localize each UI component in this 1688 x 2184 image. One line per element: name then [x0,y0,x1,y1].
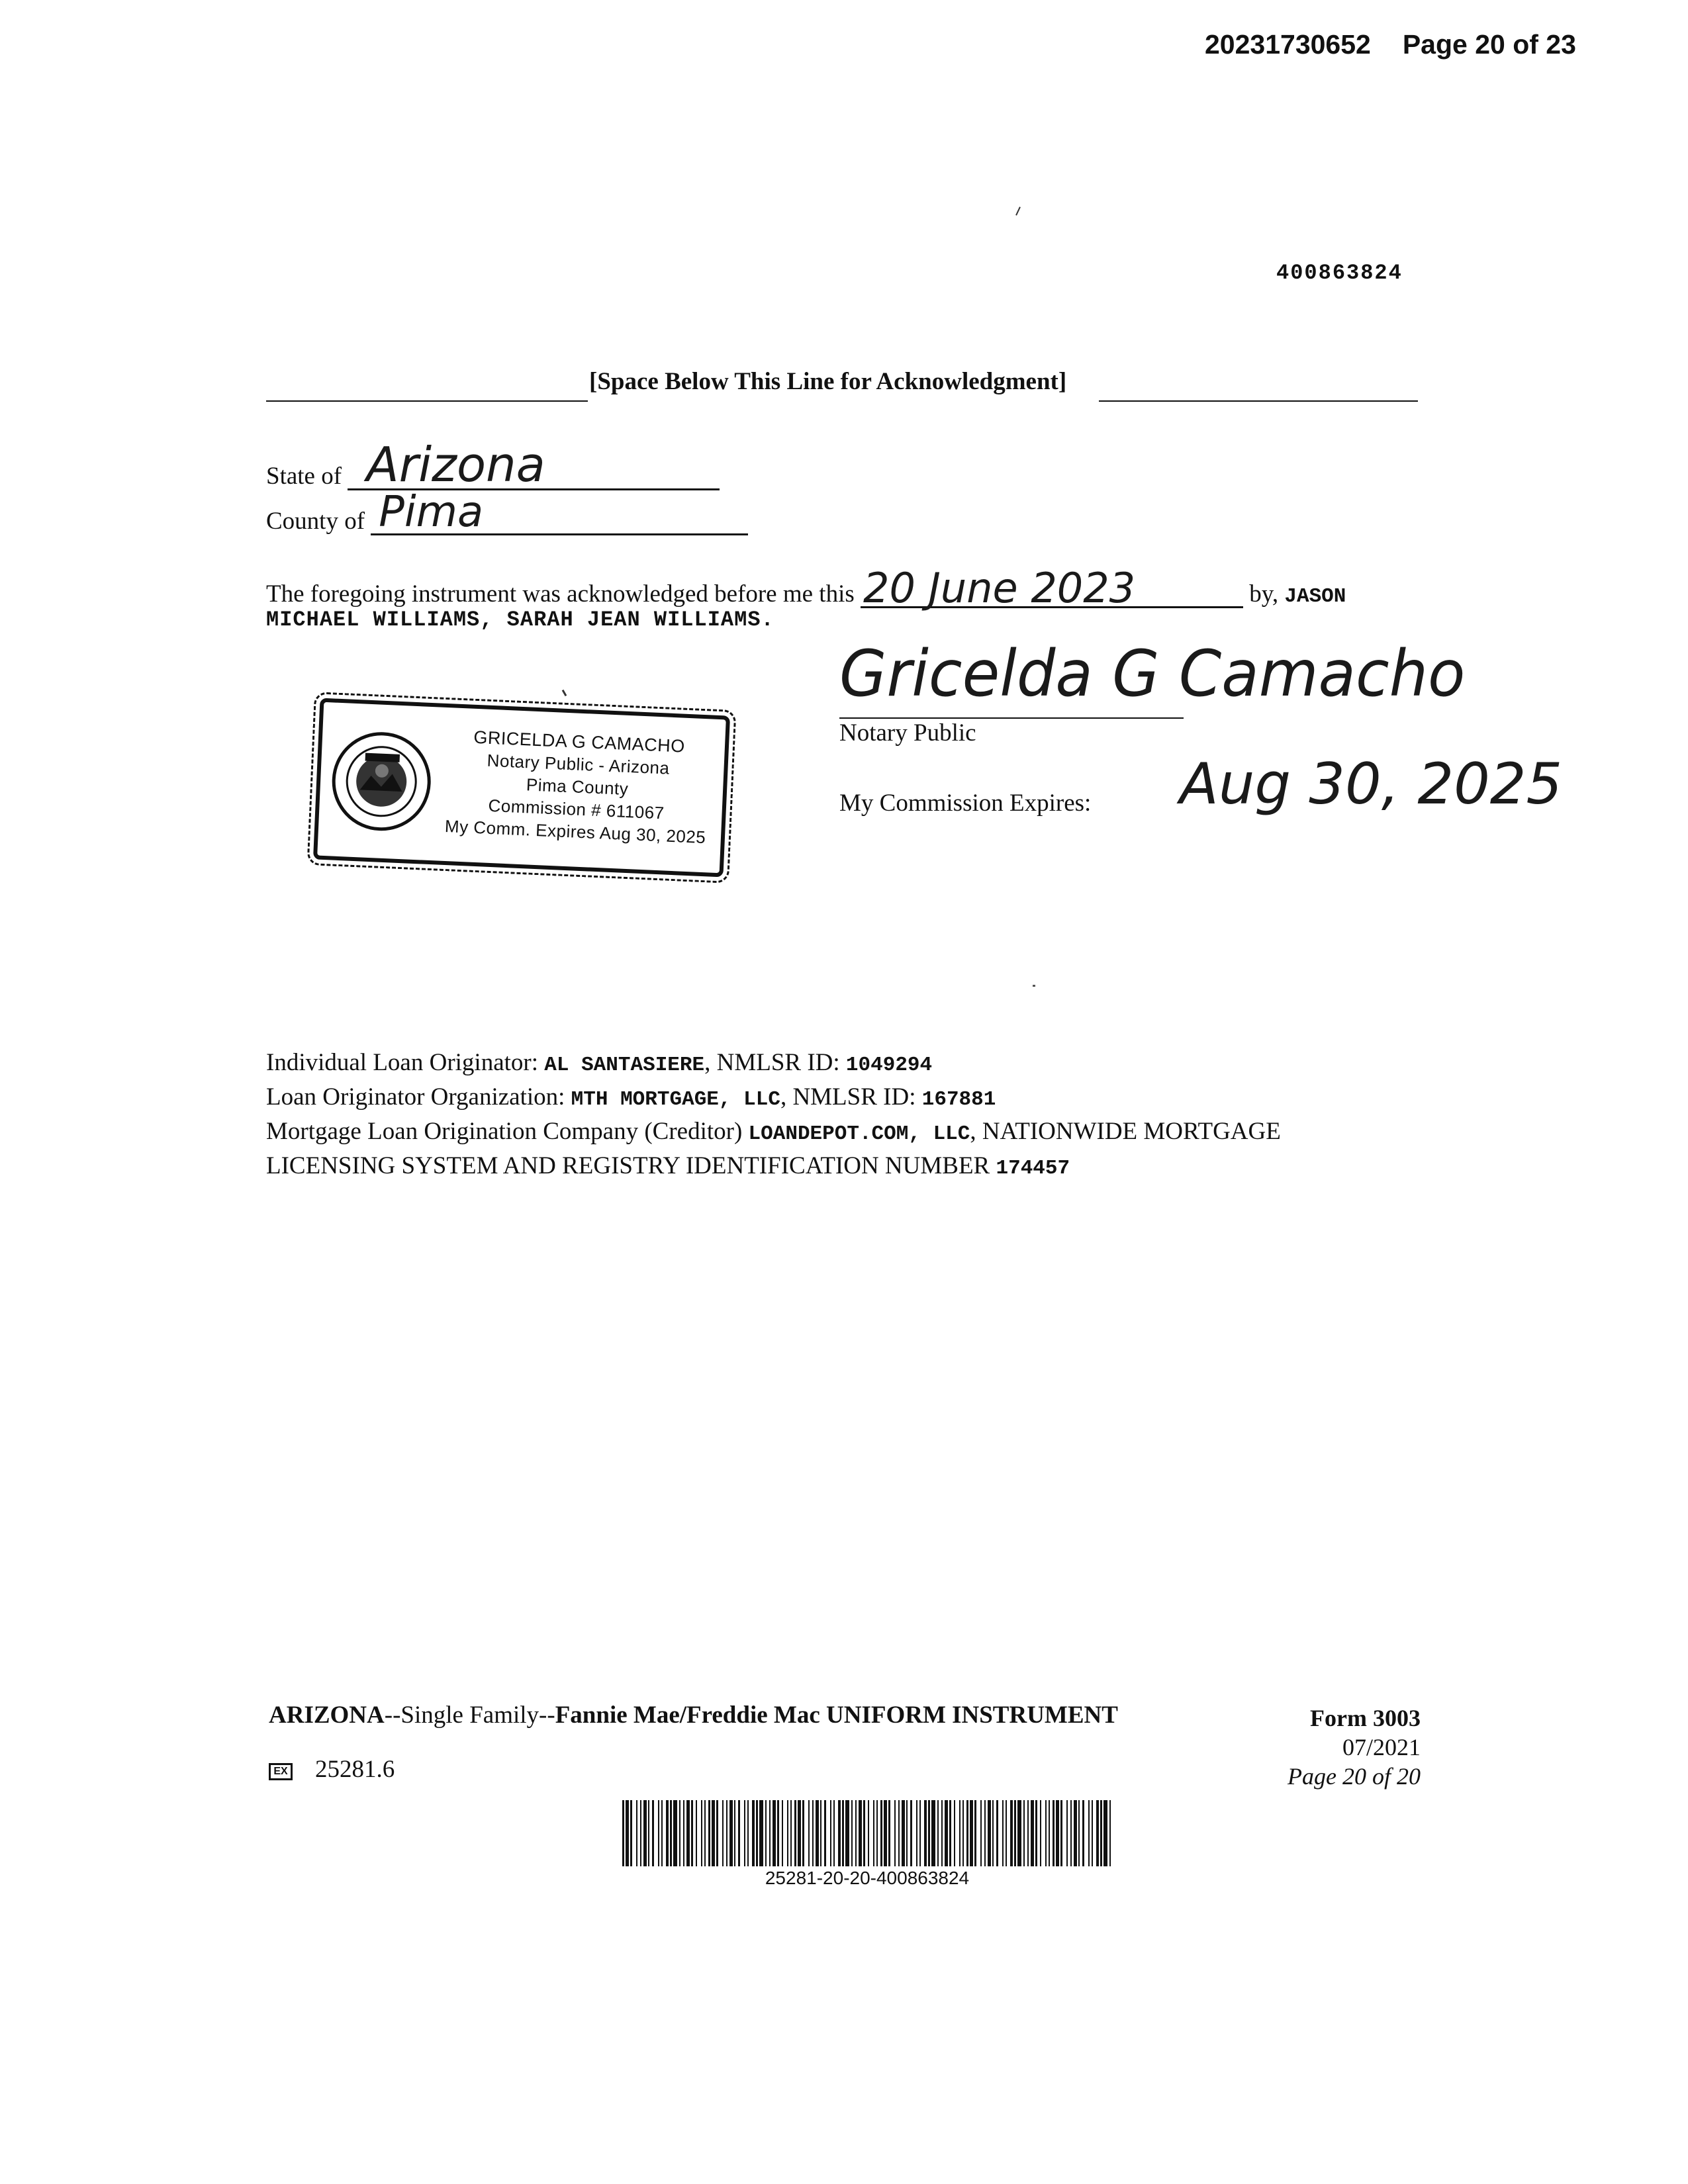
page-label: Page 20 of 23 [1402,29,1576,60]
barcode-bar [984,1800,986,1866]
barcode-bar [747,1800,749,1866]
company-name: LOANDEPOT.COM, LLC [748,1122,970,1146]
barcode-bar [658,1800,659,1866]
barcode-bar [974,1800,976,1866]
barcode-bar [794,1800,796,1866]
organization-line [266,1081,1281,1116]
barcode-bar [652,1800,654,1866]
barcode-bar [782,1800,783,1866]
licensing-line [266,1150,1281,1185]
barcode-bar [910,1800,912,1866]
footer-separator: --Single Family-- [384,1702,555,1729]
barcode-bar [769,1800,771,1866]
barcode-bar [894,1800,896,1866]
barcode-bar [1017,1800,1021,1866]
barcode-bar [931,1800,935,1866]
commission-handwritten: Aug 30, 2025 [1180,751,1563,817]
ex-badge-label: EX [273,1766,288,1777]
barcode-bar [1070,1800,1072,1866]
barcode-bar [716,1800,718,1866]
signer-first-name: JASON [1284,585,1346,608]
stamp-county: Pima County [526,774,629,799]
barcode-bar [773,1800,776,1866]
barcode-bar [1056,1800,1059,1866]
barcode-bar [712,1800,715,1866]
barcode-bar [954,1800,955,1866]
barcode-bar [859,1800,862,1866]
barcode [622,1800,1112,1866]
individual-originator-label: Individual Loan Originator: [266,1049,539,1076]
company-line [266,1116,1281,1150]
barcode-bar [744,1800,745,1866]
barcode-bar [830,1800,831,1866]
barcode-bar [906,1800,908,1866]
barcode-bar [992,1800,994,1866]
barcode-bar [683,1800,684,1866]
barcode-bar [691,1800,693,1866]
barcode-bar [820,1800,821,1866]
barcode-bar [966,1800,968,1866]
barcode-bar [738,1800,740,1866]
barcode-bar [686,1800,690,1866]
barcode-bar [876,1800,878,1866]
stamp-text [436,725,719,849]
barcode-bar [808,1800,810,1866]
acknowledgment-divider [266,367,1418,407]
barcode-bar [734,1800,735,1866]
form-info [1192,1704,1421,1791]
barcode-bar [1060,1800,1062,1866]
stamp-name: GRICELDA G CAMACHO [473,727,686,756]
barcode-bar [855,1800,857,1866]
barcode-bar [1078,1800,1080,1866]
barcode-bar [949,1800,951,1866]
company-suffix: , NATIONWIDE MORTGAGE [970,1118,1281,1145]
form-date: 07/2021 [1342,1734,1421,1760]
barcode-bar [726,1800,727,1866]
form-page: Page 20 of 20 [1288,1763,1421,1790]
barcode-bar [790,1800,792,1866]
barcode-bar [643,1800,647,1866]
stray-mark [1015,206,1021,216]
barcode-bar [824,1800,826,1866]
recording-header [1205,29,1576,60]
form-number: Form 3003 [1310,1705,1421,1731]
date-handwritten: 20 June 2023 [863,564,1136,612]
barcode-bar [1074,1800,1077,1866]
barcode-bar [636,1800,637,1866]
barcode-bar [661,1800,663,1866]
barcode-bar [640,1800,641,1866]
barcode-bar [787,1800,788,1866]
county-line [266,488,748,537]
barcode-bar [626,1800,629,1866]
barcode-bar [888,1800,890,1866]
barcode-bar [1053,1800,1055,1866]
barcode-bar [704,1800,706,1866]
doc-code: 25281.6 [315,1756,395,1783]
stamp-title: Notary Public - Arizona [487,750,671,778]
barcode-bar [679,1800,680,1866]
footer-agency: Fannie Mae/Freddie Mac UNIFORM INSTRUMENT [555,1702,1118,1729]
barcode-bar [648,1800,649,1866]
individual-nmlsr-id: 1049294 [845,1054,933,1077]
barcode-bar [1092,1800,1093,1866]
barcode-bar [812,1800,814,1866]
ex-badge [269,1763,293,1780]
barcode-bar [701,1800,702,1866]
barcode-bar [868,1800,869,1866]
barcode-bar [884,1800,887,1866]
barcode-bar [845,1800,849,1866]
barcode-bar [759,1800,763,1866]
barcode-bar [1103,1800,1107,1866]
divider-label: [Space Below This Line for Acknowledgment] [589,368,1067,395]
licensing-id: 174457 [996,1157,1070,1180]
state-label: State of [266,463,342,490]
organization-nmlsr-label: , NMLSR ID: [780,1083,916,1111]
divider-line-left [266,400,588,402]
acknowledgment-sentence [266,564,1346,612]
barcode-text: 25281-20-20-400863824 [765,1868,970,1888]
barcode-bar [838,1800,841,1866]
barcode-bar [670,1800,672,1866]
originator-block [266,1047,1281,1185]
barcode-bar [1088,1800,1090,1866]
barcode-bar [902,1800,905,1866]
county-handwritten: Pima [379,488,484,537]
notary-public-label: Notary Public [839,719,976,747]
individual-originator-name: AL SANTASIERE [544,1054,705,1077]
barcode-bar [1010,1800,1013,1866]
barcode-bar [816,1800,819,1866]
by-label: by, [1249,580,1279,608]
barcode-bar [1002,1800,1004,1866]
barcode-bar [1066,1800,1068,1866]
stray-mark [1033,985,1035,987]
barcode-bar [980,1800,982,1866]
organization-name: MTH MORTGAGE, LLC [571,1088,780,1111]
barcode-bar [873,1800,874,1866]
footer-state: ARIZONA [269,1702,385,1729]
notary-signature-block [839,635,1466,748]
loan-number: 400863824 [1276,261,1403,285]
barcode-bar [722,1800,724,1866]
barcode-bar [945,1800,948,1866]
notary-signature: Gricelda G Camacho [839,637,1466,711]
barcode-bar [1006,1800,1007,1866]
barcode-bar [1035,1800,1037,1866]
barcode-bar [962,1800,964,1866]
notary-stamp [313,698,730,878]
licensing-text: LICENSING SYSTEM AND REGISTRY IDENTIFICATION NUMBER [266,1152,990,1179]
divider-line-right [1099,400,1418,402]
signers-line: MICHAEL WILLIAMS, SARAH JEAN WILLIAMS. [266,608,774,632]
barcode-bar [630,1800,632,1866]
barcode-bar [833,1800,835,1866]
barcode-bar [798,1800,801,1866]
barcode-bar [666,1800,669,1866]
recording-number: 20231730652 [1205,29,1371,60]
barcode-bar [696,1800,697,1866]
sentence-start: The foregoing instrument was acknowledged before me this [266,580,855,608]
company-label: Mortgage Loan Origination Company (Creditor) [266,1118,743,1145]
barcode-bar [1040,1800,1041,1866]
barcode-bar [996,1800,998,1866]
state-handwritten: Arizona [366,437,545,492]
barcode-bar [1082,1800,1084,1866]
barcode-bar [851,1800,853,1866]
barcode-bar [1045,1800,1047,1866]
county-field [371,488,748,537]
barcode-bar [673,1800,677,1866]
organization-label: Loan Originator Organization: [266,1083,565,1111]
barcode-bar [919,1800,921,1866]
barcode-bar [898,1800,900,1866]
date-field [861,564,1243,612]
barcode-bar [916,1800,917,1866]
barcode-bar [863,1800,865,1866]
stray-mark [562,690,567,696]
barcode-bar [802,1800,804,1866]
barcode-bar [729,1800,733,1866]
barcode-bar [928,1800,930,1866]
barcode-bar [752,1800,755,1866]
barcode-bar [1100,1800,1102,1866]
barcode-bar [988,1800,991,1866]
stamp-expires: My Comm. Expires Aug 30, 2025 [444,816,706,848]
commission-label: My Commission Expires: [839,790,1092,817]
individual-nmlsr-label: , NMLSR ID: [704,1049,840,1076]
barcode-bar [842,1800,844,1866]
barcode-bar [1027,1800,1029,1866]
barcode-bar [1049,1800,1050,1866]
barcode-bar [777,1800,779,1866]
individual-originator-line [266,1047,1281,1081]
barcode-bar [1096,1800,1099,1866]
barcode-bar [1014,1800,1016,1866]
barcode-bar [1109,1800,1111,1866]
barcode-bar [959,1800,961,1866]
state-line [266,437,720,492]
organization-nmlsr-id: 167881 [921,1088,996,1111]
barcode-bar [622,1800,624,1866]
barcode-bar [924,1800,927,1866]
county-label: County of [266,508,365,535]
footer-instrument-line [269,1701,1118,1729]
barcode-bar [937,1800,939,1866]
barcode-bar [1023,1800,1025,1866]
barcode-bar [970,1800,973,1866]
barcode-bar [941,1800,943,1866]
barcode-bar [1031,1800,1034,1866]
barcode-bar [756,1800,758,1866]
barcode-bar [708,1800,710,1866]
state-seal-icon [328,727,436,835]
barcode-bar [880,1800,882,1866]
barcode-bar [765,1800,767,1866]
stamp-commission: Commission # 611067 [487,795,665,823]
state-field [348,437,720,492]
